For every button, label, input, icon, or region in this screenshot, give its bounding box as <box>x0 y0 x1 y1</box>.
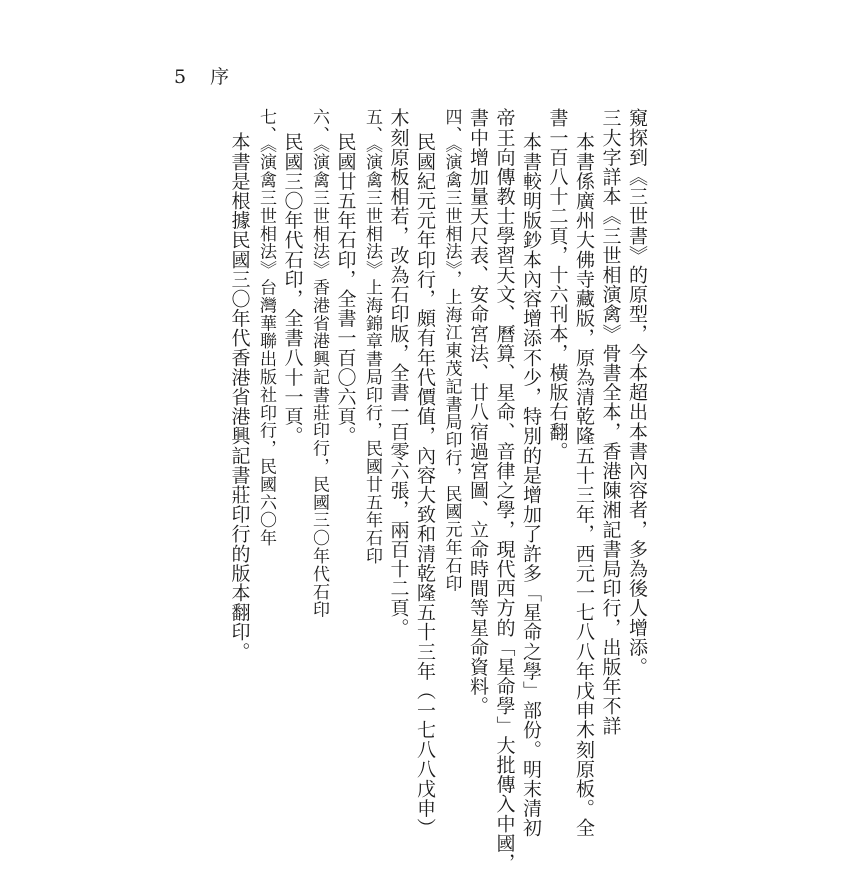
section-title: 序 <box>210 66 234 88</box>
list-item-heading: 六、《演禽三世相法》香港省港興記書莊印行，民國三〇年代石印 <box>309 108 329 619</box>
list-item-heading: 七、《演禽三世相法》台灣華聯出版社印行，民國六〇年 <box>256 108 276 547</box>
list-item-heading: 四、《演禽三世相法》，上海江東茂記書局印行，民國元年石印 <box>441 108 462 593</box>
text-column: 民國廿五年石印，全書一百〇六頁。 <box>334 132 357 446</box>
text-column: 本書較明版鈔本內容增添不少，特別的是增加了許多「星命之學」部份。明末清初 <box>520 132 542 838</box>
text-column: 民國紀元元年印行，頗有年代價值，內容大致和清乾隆五十三年（一七八八戊申） <box>414 132 436 838</box>
text-column: 木刻原板相若，改為石印版，全書一百零六張，兩百十二頁。 <box>387 108 410 638</box>
text-column: 三大字詳本《三世相演禽》骨書全本，香港陳湘記書局印行，出版年不詳 <box>599 108 622 736</box>
text-column: 書一百八十二頁，十六刊本，橫版右翻。 <box>546 108 569 461</box>
text-column: 本書係廣州大佛寺藏版，原為清乾隆五十三年，西元一七八八年戊申木刻原板。全 <box>573 132 595 838</box>
list-item-heading: 五、《演禽三世相法》上海錦章書局印行，民國廿五年石印 <box>362 108 382 565</box>
vertical-text-body <box>226 108 650 872</box>
text-column: 民國三〇年代石印，全書八十一頁。 <box>281 132 304 446</box>
text-column: 窺探到《三世書》的原型，今本超出本書內容者，多為後人增添。 <box>626 108 648 677</box>
page-header <box>174 62 233 89</box>
text-column: 帝王向傳教士學習天文、曆算、星命、音律之學，現代西方的「星命學」大批傳入中國， <box>493 108 516 872</box>
text-column: 書中增加量天尺表、安命宮法、廿八宿過宮圖、立命時間等星命資料。 <box>467 108 489 716</box>
page-number: 5 <box>174 66 191 88</box>
text-column: 本書是根據民國三〇年代香港省港興記書莊印行的版本翻印。 <box>228 132 251 662</box>
